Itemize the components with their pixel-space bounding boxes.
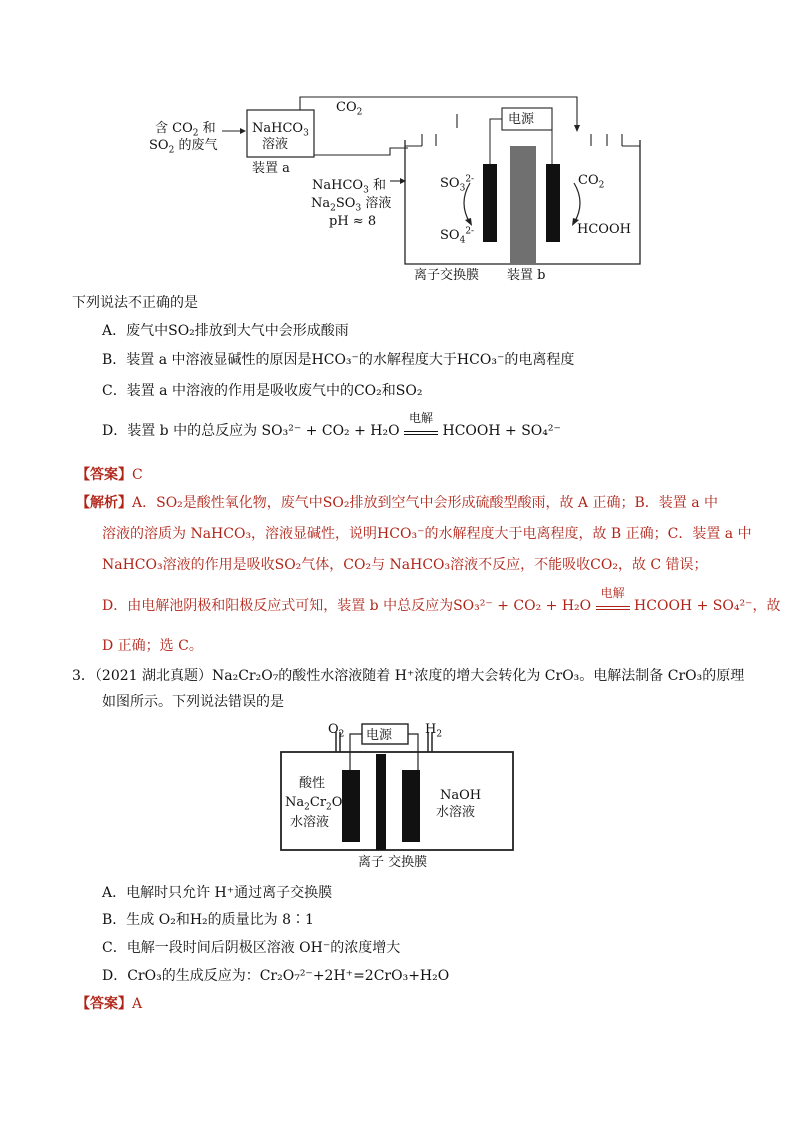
q2-stem: 下列说法不正确的是 (72, 295, 198, 311)
o2-label: $O_2$ (328, 722, 345, 740)
hcooh-label: HCOOH (577, 222, 631, 237)
q2-analysis-line1: 【解析】A．SO₂是酸性氧化物，废气中SO₂排放到空气中会形成硫酸型酸雨，故 A 正确；B．装置 a 中 (76, 495, 719, 511)
q2-option-d: D．装置 b 中的总反应为 SO₃²⁻ + CO₂ + H₂O 电解 HCOOH + SO₄²⁻ (102, 411, 561, 439)
device-a-caption: 装置 a (252, 161, 290, 176)
sulfite-label: $SO_3^{2-}$ (440, 174, 475, 194)
q2-option-b: B．装置 a 中溶液显碱性的原因是HCO₃⁻的水解程度大于HCO₃⁻的电离程度 (102, 352, 575, 368)
figure-electrolysis-device-b (140, 88, 650, 288)
q2-analysis-line5: D 正确；选 C。 (102, 638, 203, 654)
feed-label-line2: $Na_2SO_3$ 溶液 (311, 196, 392, 214)
co2-pipe-arrowhead (574, 125, 580, 132)
waste-gas-arrowhead (240, 128, 246, 134)
co2-right-label: $CO_2$ (578, 173, 605, 191)
feed-label-line3: pH ≈ 8 (329, 214, 377, 229)
q2-analysis-line2: 溶液的溶质为 NaHCO₃，溶液显碱性，说明HCO₃⁻的水解程度大于电离程度，故 B 正确；C．装置 a 中 (102, 526, 752, 542)
anolyte-label-3: 水溶液 (290, 815, 330, 830)
outflow-pipe (314, 148, 408, 155)
membrane-label: 离子交换膜 (414, 268, 480, 283)
q3-stem-line2: 如图所示。下列说法错误的是 (102, 694, 284, 710)
q3-option-b: B．生成 O₂和H₂的质量比为 8∶1 (102, 912, 314, 928)
device-a-label-line2: 溶液 (262, 137, 289, 152)
power-source-label: 电源 (508, 112, 535, 127)
q2-option-d-equation-left: SO₃²⁻ + CO₂ + H₂O (261, 423, 400, 439)
anolyte-label-1: 酸性 (299, 776, 326, 791)
co2-to-hcooh-arrow (574, 183, 580, 223)
ion-exchange-membrane (510, 146, 536, 264)
cathode-electrode-2 (402, 770, 420, 842)
catholyte-label-2: 水溶液 (436, 805, 476, 820)
q3-option-c: C．电解一段时间后阴极区溶液 OH⁻的浓度增大 (102, 940, 401, 956)
waste-gas-label-2: $SO_2$ 的废气 (149, 138, 218, 156)
q2-analysis-line4: D．由电解池阴极和阳极反应式可知，装置 b 中总反应为SO₃²⁻ + CO₂ + H₂O 电解 HCOOH + SO₄²⁻，故 (102, 586, 781, 614)
feed-label-line1: NaHCO$_3$ 和 (312, 178, 386, 196)
q2-option-d-condition: 电解 (409, 411, 434, 425)
q2-option-c: C．装置 a 中溶液的作用是吸收废气中的CO₂和SO₂ (102, 383, 423, 399)
anolyte-label-2: $Na_2Cr_2O_7$ (285, 795, 349, 813)
co2-top-label: $CO_2$ (336, 100, 363, 118)
q2-answer: 【答案】C (76, 467, 143, 483)
q2-option-a: A．废气中SO₂排放到大气中会形成酸雨 (102, 323, 349, 339)
q2-option-d-equation-right: HCOOH + SO₄²⁻ (442, 423, 561, 439)
sulfate-label: $SO_4^{2-}$ (440, 226, 475, 246)
catholyte-label-1: NaOH (440, 788, 482, 803)
q2-analysis-line3: NaHCO₃溶液的作用是吸收SO₂气体，CO₂与 NaHCO₃溶液不反应，不能吸收CO₂，故 C 错误； (102, 557, 708, 573)
q3-option-d: D．CrO₃的生成反应为：Cr₂O₇²⁻+2H⁺=2CrO₃+H₂O (102, 968, 450, 984)
power-source-label-2: 电源 (366, 728, 393, 743)
cathode-electrode (546, 164, 560, 242)
q3-stem-line1: 3．（2021 湖北真题）Na₂Cr₂O₇的酸性水溶液随着 H⁺浓度的增大会转化为 CrO₃。电解法制备 CrO₃的原理 (72, 668, 745, 684)
q3-answer: 【答案】A (76, 996, 143, 1012)
h2-label: $H_2$ (425, 722, 443, 740)
device-b-caption: 装置 b (507, 268, 546, 283)
anode-electrode (483, 164, 497, 242)
membrane-bar (376, 754, 386, 850)
q3-option-a: A．电解时只允许 H⁺通过离子交换膜 (102, 885, 333, 901)
waste-gas-label-1: 含 $CO_2$ 和 (155, 121, 216, 139)
membrane-label-2: 离子 交换膜 (358, 855, 428, 870)
device-a-label-line1: NaHCO$_3$ (252, 121, 309, 139)
